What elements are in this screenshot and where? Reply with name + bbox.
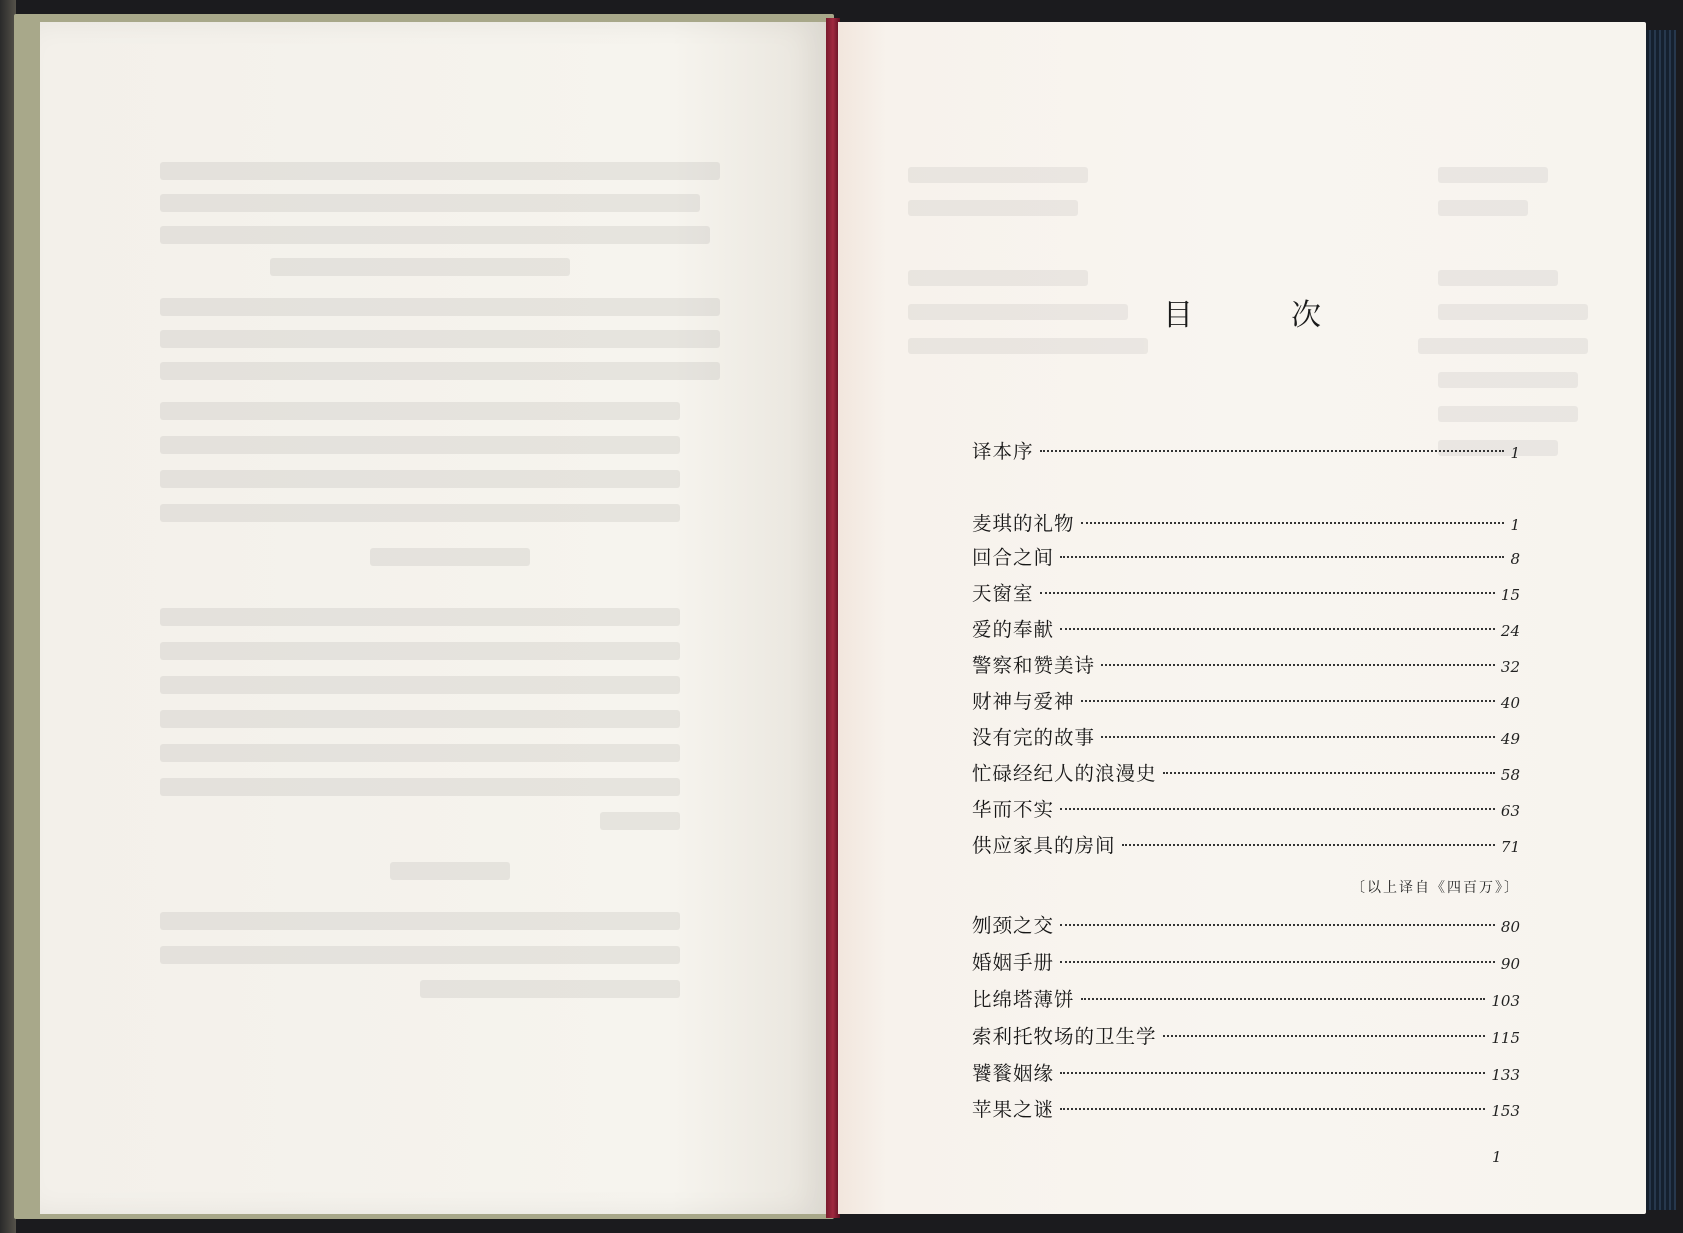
toc-entry[interactable]: [972, 686, 1520, 716]
toc-entry[interactable]: [972, 794, 1520, 824]
toc-entry-label: 刎颈之交: [972, 914, 1055, 937]
page-number: 1: [1492, 1148, 1502, 1166]
toc-entry[interactable]: [972, 830, 1520, 860]
toc-entry[interactable]: [972, 650, 1520, 680]
toc-entry-label: 警察和赞美诗: [972, 654, 1096, 677]
toc-entry[interactable]: [972, 722, 1520, 752]
toc-entry-label: 婚姻手册: [972, 951, 1055, 974]
leader-dots: [1040, 592, 1495, 594]
leader-dots: [1101, 736, 1495, 738]
toc-entry-label: 麦琪的礼物: [972, 512, 1075, 535]
toc-entry[interactable]: [972, 1094, 1520, 1124]
toc-entry[interactable]: [972, 578, 1520, 608]
leader-dots: [1060, 924, 1495, 926]
toc-entry[interactable]: [972, 947, 1520, 977]
leader-dots: [1163, 772, 1495, 774]
toc-entry-page: 15: [1500, 586, 1520, 604]
toc-entry-label: 华而不实: [972, 798, 1055, 821]
bleed-through-text: [40, 22, 830, 1214]
toc-entry-label: 天窗室: [972, 582, 1034, 605]
leader-dots: [1081, 998, 1486, 1000]
book-fore-edge: [1646, 30, 1676, 1210]
toc-entry-page: 80: [1500, 918, 1520, 936]
toc-entry-label: 饕餮姻缘: [972, 1062, 1055, 1085]
toc-entry-page: 8: [1510, 550, 1520, 568]
toc-entry-page: 32: [1500, 658, 1520, 676]
toc-entry-page: 63: [1500, 802, 1520, 820]
leader-dots: [1060, 1072, 1485, 1074]
toc-entry[interactable]: [972, 984, 1520, 1014]
toc-entry-page: 49: [1500, 730, 1520, 748]
toc-entry-label: 回合之间: [972, 546, 1055, 569]
toc-entry-page: 24: [1500, 622, 1520, 640]
toc-entry-page: 40: [1500, 694, 1520, 712]
toc-entry-label: 供应家具的房间: [972, 834, 1116, 857]
toc-entry-label: 比绵塔薄饼: [972, 988, 1075, 1011]
toc-entry-page: 90: [1500, 955, 1520, 973]
toc-entry-label: 爱的奉献: [972, 618, 1055, 641]
toc-entry-page: 58: [1500, 766, 1520, 784]
toc-entry-page: 115: [1491, 1029, 1520, 1047]
toc-entry-page: 103: [1491, 992, 1520, 1010]
toc-entry-label: 索利托牧场的卫生学: [972, 1025, 1157, 1048]
leader-dots: [1060, 628, 1495, 630]
toc-entry[interactable]: [972, 614, 1520, 644]
toc-entry-page: 1: [1510, 444, 1520, 462]
toc-entry-label: 忙碌经纪人的浪漫史: [972, 762, 1157, 785]
toc-entry-label: 没有完的故事: [972, 726, 1096, 749]
right-page-toc: [838, 22, 1646, 1214]
toc-entry-label: 译本序: [972, 440, 1034, 463]
toc-entry-label: 苹果之谜: [972, 1098, 1055, 1121]
leader-dots: [1040, 450, 1505, 452]
toc-entry[interactable]: [972, 910, 1520, 940]
leader-dots: [1060, 1108, 1485, 1110]
toc-entry-page: 133: [1491, 1066, 1520, 1084]
toc-entry-preface[interactable]: [972, 436, 1520, 466]
leader-dots: [1081, 522, 1505, 524]
leader-dots: [1081, 700, 1495, 702]
leader-dots: [1101, 664, 1495, 666]
left-page: [40, 22, 830, 1214]
leader-dots: [1060, 808, 1495, 810]
toc-title: 目 次: [1163, 298, 1355, 333]
toc-entry-page: 71: [1500, 838, 1520, 856]
leader-dots: [1060, 961, 1495, 963]
toc-entry-label: 财神与爱神: [972, 690, 1075, 713]
toc-entry[interactable]: [972, 508, 1520, 538]
leader-dots: [1122, 844, 1495, 846]
toc-entry[interactable]: [972, 1021, 1520, 1051]
leader-dots: [1163, 1035, 1486, 1037]
leader-dots: [1060, 556, 1504, 558]
toc-entry[interactable]: [972, 1058, 1520, 1088]
toc-entry[interactable]: [972, 542, 1520, 572]
toc-entry-page: 153: [1491, 1102, 1520, 1120]
source-note: 〔以上译自《四百万》〕: [1351, 880, 1520, 896]
toc-entry-page: 1: [1510, 516, 1520, 534]
toc-entry[interactable]: [972, 758, 1520, 788]
